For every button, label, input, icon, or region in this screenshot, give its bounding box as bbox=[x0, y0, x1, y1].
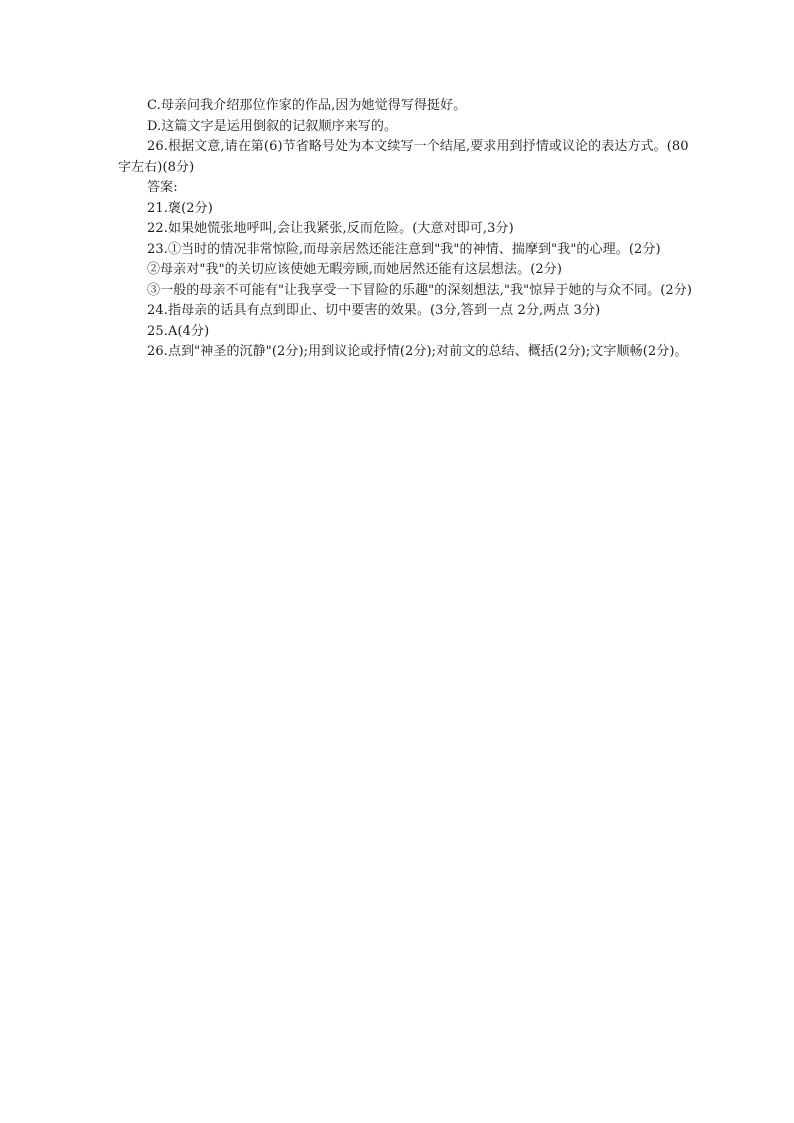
answer-23-point-3: ③一般的母亲不可能有"让我享受一下冒险的乐趣"的深刻想法,"我"惊异于她的与众不同。(2分) bbox=[147, 282, 693, 298]
answer-23-point-1: 23.①当时的情况非常惊险,而母亲居然还能注意到"我"的神情、揣摩到"我"的心理。(2分) bbox=[147, 241, 661, 257]
option-c-text: C.母亲问我介绍那位作家的作品,因为她觉得写得挺好。 bbox=[147, 98, 467, 113]
option-d-text: D.这篇文字是运用倒叙的记叙顺序来写的。 bbox=[147, 118, 398, 134]
answer-21: 21.褒(2分) bbox=[147, 200, 213, 216]
answer-heading: 答案: bbox=[147, 180, 178, 195]
answer-22: 22.如果她慌张地呼叫,会让我紧张,反而危险。(大意对即可,3分) bbox=[147, 221, 514, 236]
answer-23-point-2: ②母亲对"我"的关切应该使她无暇旁顾,而她居然还能有这层想法。(2分) bbox=[147, 262, 563, 277]
answer-26: 26.点到"神圣的沉静"(2分);用到议论或抒情(2分);对前文的总结、概括(2分);文字顺畅(2分)。 bbox=[147, 344, 688, 359]
document-body bbox=[118, 96, 694, 363]
answer-24: 24.指母亲的话具有点到即止、切中要害的效果。(3分,答到一点 2分,两点 3分) bbox=[147, 303, 601, 318]
question-26-text: 26.根据文意,请在第(6)节省略号处为本文续写一个结尾,要求用到抒情或议论的表达方式。(80字左右)(8分) bbox=[118, 139, 689, 175]
answer-25: 25.A(4分) bbox=[147, 323, 210, 339]
